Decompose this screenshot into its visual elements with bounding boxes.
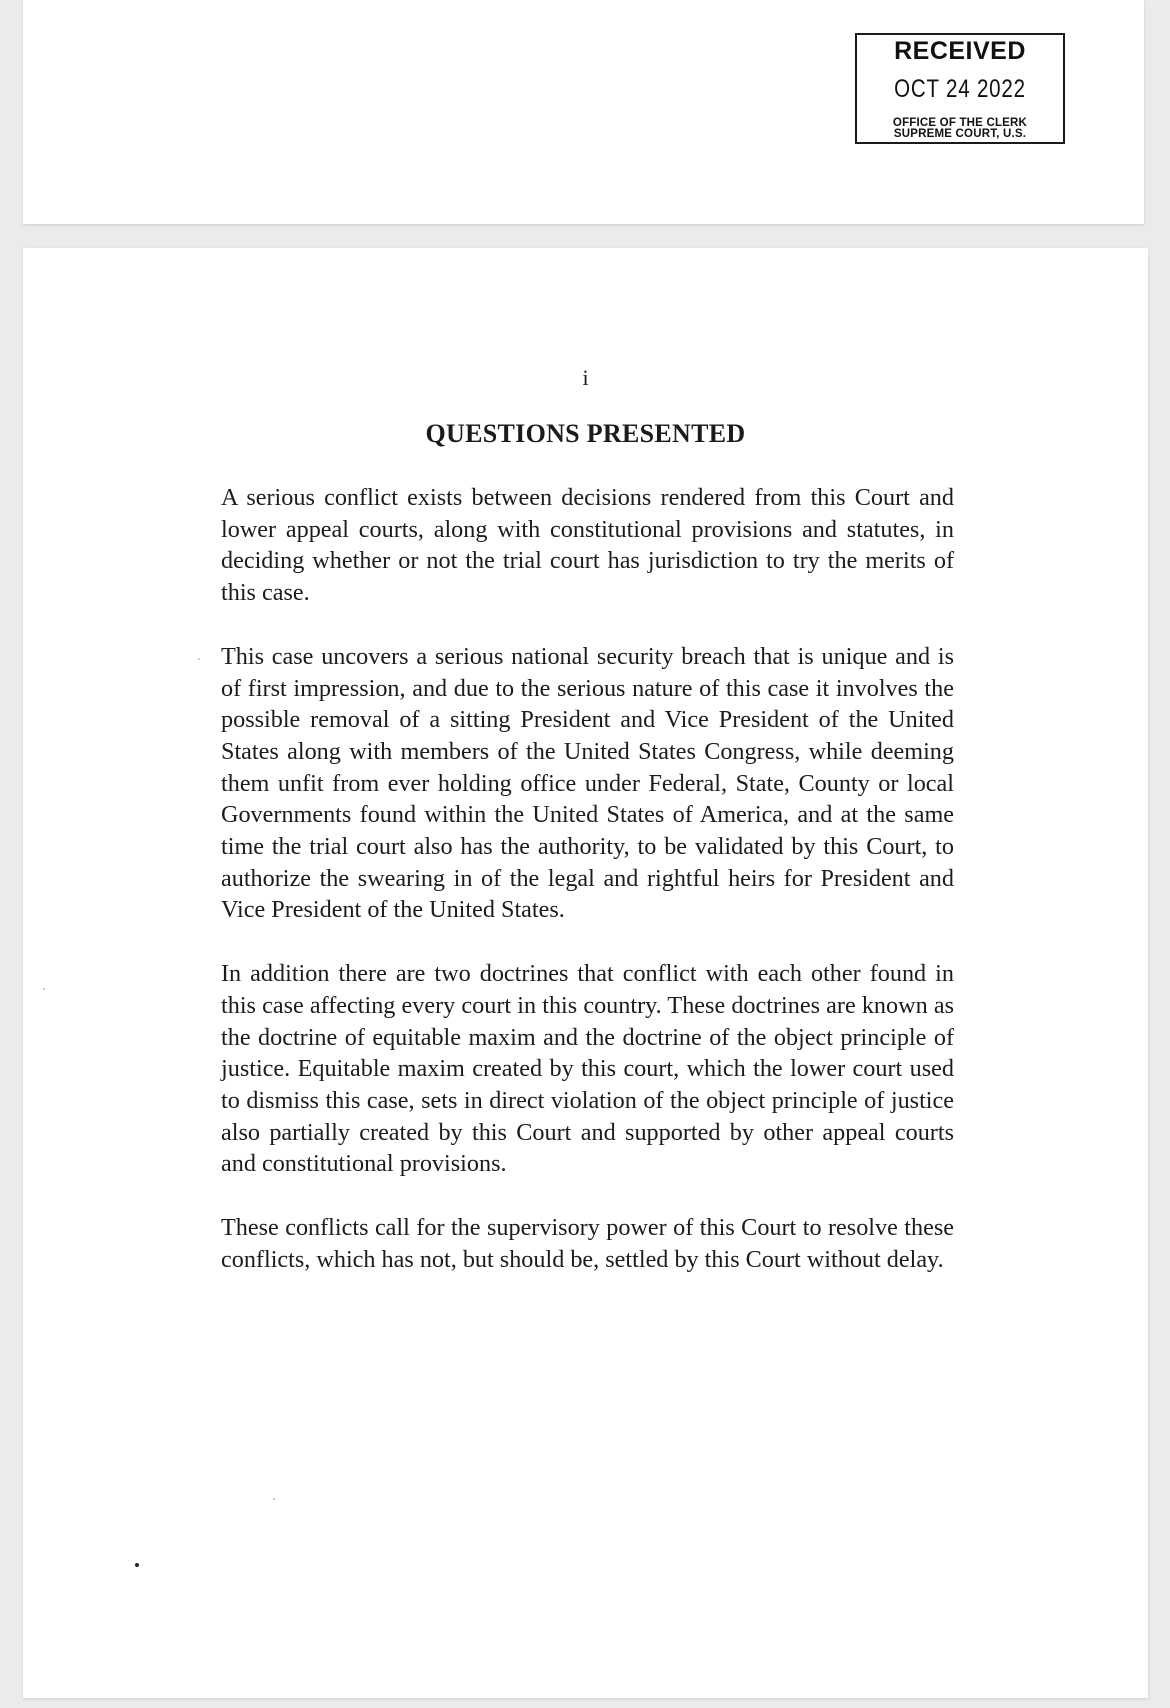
stamp-office-line2: SUPREME COURT, U.S. [893,128,1027,140]
scan-speck [43,988,45,990]
scan-dot [135,1563,139,1567]
paragraph-3: In addition there are two doctrines that conflict with each other found in this case affecting every court in this country. These doctrines are known as the doctrine of equitable maxim and the doctrine of the object principle of justice. Equitable maxim created by this court, which the lower court used to dismiss this case, sets in direct violation of the object principle of justice also partially created by this Court and supported by other appeal courts and constitutional provisions. [221,960,954,1178]
scan-speck [198,658,200,660]
page-number: i [582,365,589,390]
stamp-office-line1: OFFICE OF THE CLERK [892,117,1028,129]
received-stamp [855,33,1065,144]
document-page [23,248,1148,1698]
top-page-sheet [23,0,1144,224]
paragraph-1: A serious conflict exists between decisions rendered from this Court and lower appeal courts, along with constitutional provisions and statutes, in deciding whether or not the trial court has jurisdiction to try the merits of this case. [221,484,954,607]
scan-speck [273,1498,275,1500]
paragraph-4: These conflicts call for the supervisory power of this Court to resolve these conflicts, which has not, but should be, settled by this Court without delay. [221,1214,954,1273]
paragraph-2: This case uncovers a serious national security breach that is unique and is of first impression, and due to the serious nature of this case it involves the possible removal of a sitting President and Vice President of the United States along with members of the United States Congress, while deeming them unfit from ever holding office under Federal, State, County or local Governments found within the United States of America, and at the same time the trial court also has the authority, to be validated by this Court, to authorize the swearing in of the legal and rightful heirs for President and Vice President of the United States. [221,642,954,924]
stamp-date: OCT 24 2022 [894,75,1026,103]
stamp-office [857,118,1063,140]
body-text [221,482,954,1307]
section-heading: QUESTIONS PRESENTED [425,419,746,448]
stamp-received-label: RECEIVED [894,37,1026,65]
